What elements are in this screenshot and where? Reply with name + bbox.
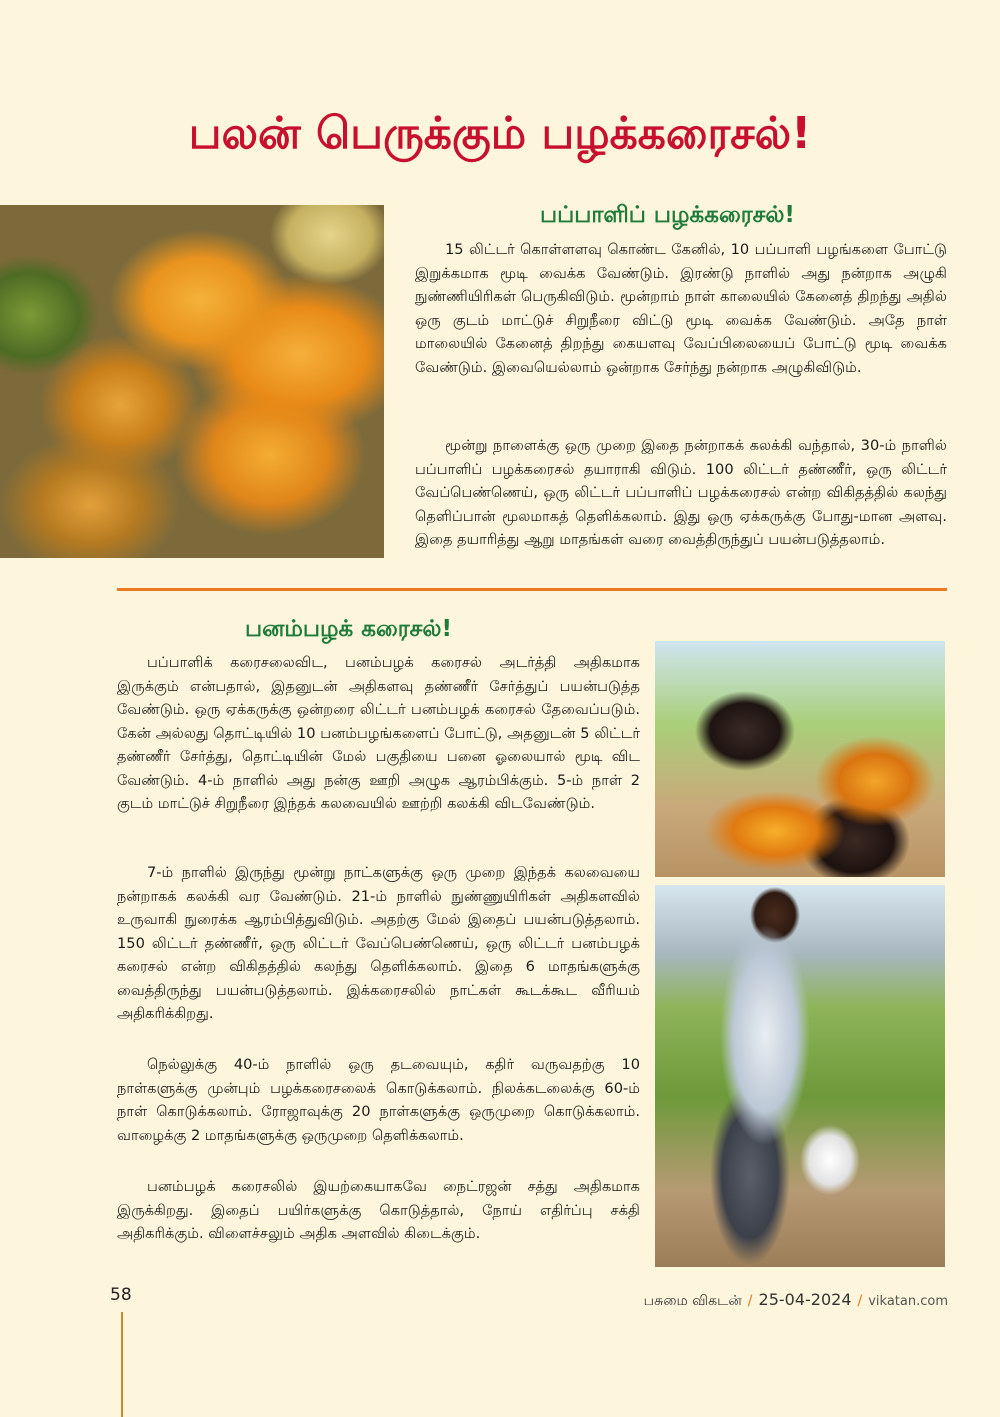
section-heading-papaya: பப்பாளிப் பழக்கரைசல்! (540, 202, 795, 228)
page-number: 58 (110, 1285, 132, 1305)
margin-rule (121, 1312, 123, 1417)
magazine-name: பசுமை விகடன் (643, 1293, 742, 1309)
palmyra-paragraph-3: நெல்லுக்கு 40-ம் நாளில் ஒரு தடவையும், கதிர் வருவதற்கு 10 நாள்களுக்கு முன்பும் பழக்கரைசலைக் கொடுக்கலாம். நிலக்கடலைக்கு 60-ம் நாள் கொடுக்கலாம். ரோஜாவுக்கு 20 நாள்களுக்கு ஒருமுறை கொடுக்கலாம். வாழைக்கு 2 மாதங்களுக்கு ஒருமுறை தெளிக்கலாம். (117, 1056, 640, 1144)
palmyra-paragraph-2: 7-ம் நாளில் இருந்து மூன்று நாட்களுக்கு ஒரு முறை இந்தக் கலவையை நன்றாகக் கலக்கி வர வேண்டும். 21-ம் நாளில் நுண்ணுயிரிகள் அதிகளவில் உருவாகி நுரைக்க ஆரம்பித்துவிடும். அதற்கு மேல் இதைப் பயன்படுத்தலாம். 150 லிட்டர் தண்ணீர், ஒரு லிட்டர் வேப்பெண்ணெய், ஒரு லிட்டர் பனம்பழக் கரைசல் என்ற விகிதத்தில் கலந்து தெளிக்கலாம். இதை 6 மாதங்களுக்கு வைத்திருந்து பயன்படுத்தலாம். இக்கரைசலில் நாட்கள் கூடக்கூட வீரியம் அதிகரிக்கிறது. (117, 864, 640, 1022)
papaya-photo (0, 205, 384, 558)
section-divider (117, 588, 947, 591)
website-link[interactable]: vikatan.com (868, 1294, 948, 1309)
papaya-paragraph-2: மூன்று நாளைக்கு ஒரு முறை இதை நன்றாகக் கலக்கி வந்தால், 30-ம் நாளில் பப்பாளிப் பழக்கரைசல் தயாராகி விடும். 100 லிட்டர் தண்ணீர், ஒரு லிட்டர் வேப்பெண்ணெய், ஒரு லிட்டர் பப்பாளிப் பழக்கரைசல் என்ற விகிதத்தில் கலந்து தெளிப்பான் மூலமாகத் தெளிக்கலாம். இது ஒரு ஏக்கருக்கு போது-மான அளவு. இதை தயாரித்து ஆறு மாதங்கள் வரை வைத்திருந்துப் பயன்படுத்தலாம். (415, 437, 947, 548)
page-title: பலன் பெருக்கும் பழக்கரைசல்! (188, 108, 812, 159)
issue-date: 25-04-2024 (758, 1290, 852, 1309)
footer-separator: / (747, 1293, 753, 1309)
papaya-paragraph-1: 15 லிட்டர் கொள்ளளவு கொண்ட கேனில், 10 பப்பாளி பழங்களை போட்டு இறுக்கமாக மூடி வைக்க வேண்டும். இரண்டு நாளில் அது நன்றாக அழுகி நுண்ணியிரிகள் பெருகிவிடும். மூன்றாம் நாள் காலையில் கேனைத் திறந்து அதில் ஒரு குடம் மாட்டுச் சிறுநீரை விட்டு மூடி வைக்க வேண்டும். அதே நாள் மாலையில் கேனைத் திறந்து கையளவு வேப்பிலையைப் போட்டு மூடி வைக்க வேண்டும். இவையெல்லாம் ஒன்றாக சேர்ந்து நன்றாக அழுகிவிடும். (415, 241, 947, 376)
palmyra-paragraph-1: பப்பாளிக் கரைசலைவிட, பனம்பழக் கரைசல் அடர்த்தி அதிகமாக இருக்கும் என்பதால், இதனுடன் அதிகளவு தண்ணீர் சேர்த்துப் பயன்படுத்த வேண்டும். ஒரு ஏக்கருக்கு ஒன்றரை லிட்டர் பனம்பழக் கரைசல் தேவைப்படும். கேன் அல்லது தொட்டியில் 10 பனம்பழங்களைப் போட்டு, அதனுடன் 5 லிட்டர் தண்ணீர் சேர்த்து, தொட்டியின் மேல் பகுதியை பனை ஓலையால் மூடி விட வேண்டும். 4-ம் நாளில் அது நன்கு ஊறி அழுக ஆரம்பிக்கும். 5-ம் நாள் 2 குடம் மாட்டுச் சிறுநீரை இந்தக் கலவையில் ஊற்றி கலக்கி விடவேண்டும். (117, 654, 640, 812)
section-heading-palmyra: பனம்பழக் கரைசல்! (245, 616, 452, 642)
footer-separator-2: / (857, 1293, 863, 1309)
farmer-photo (655, 885, 945, 1267)
palmyra-fruit-photo (655, 641, 945, 877)
footer (644, 1290, 948, 1311)
palmyra-paragraph-4: பனம்பழக் கரைசலில் இயற்கையாகவே நைட்ரஜன் சத்து அதிகமாக இருக்கிறது. இதைப் பயிர்களுக்கு கொடுத்தால், நோய் எதிர்ப்பு சக்தி அதிகரிக்கும். விளைச்சலும் அதிக அளவில் கிடைக்கும். (117, 1178, 640, 1242)
